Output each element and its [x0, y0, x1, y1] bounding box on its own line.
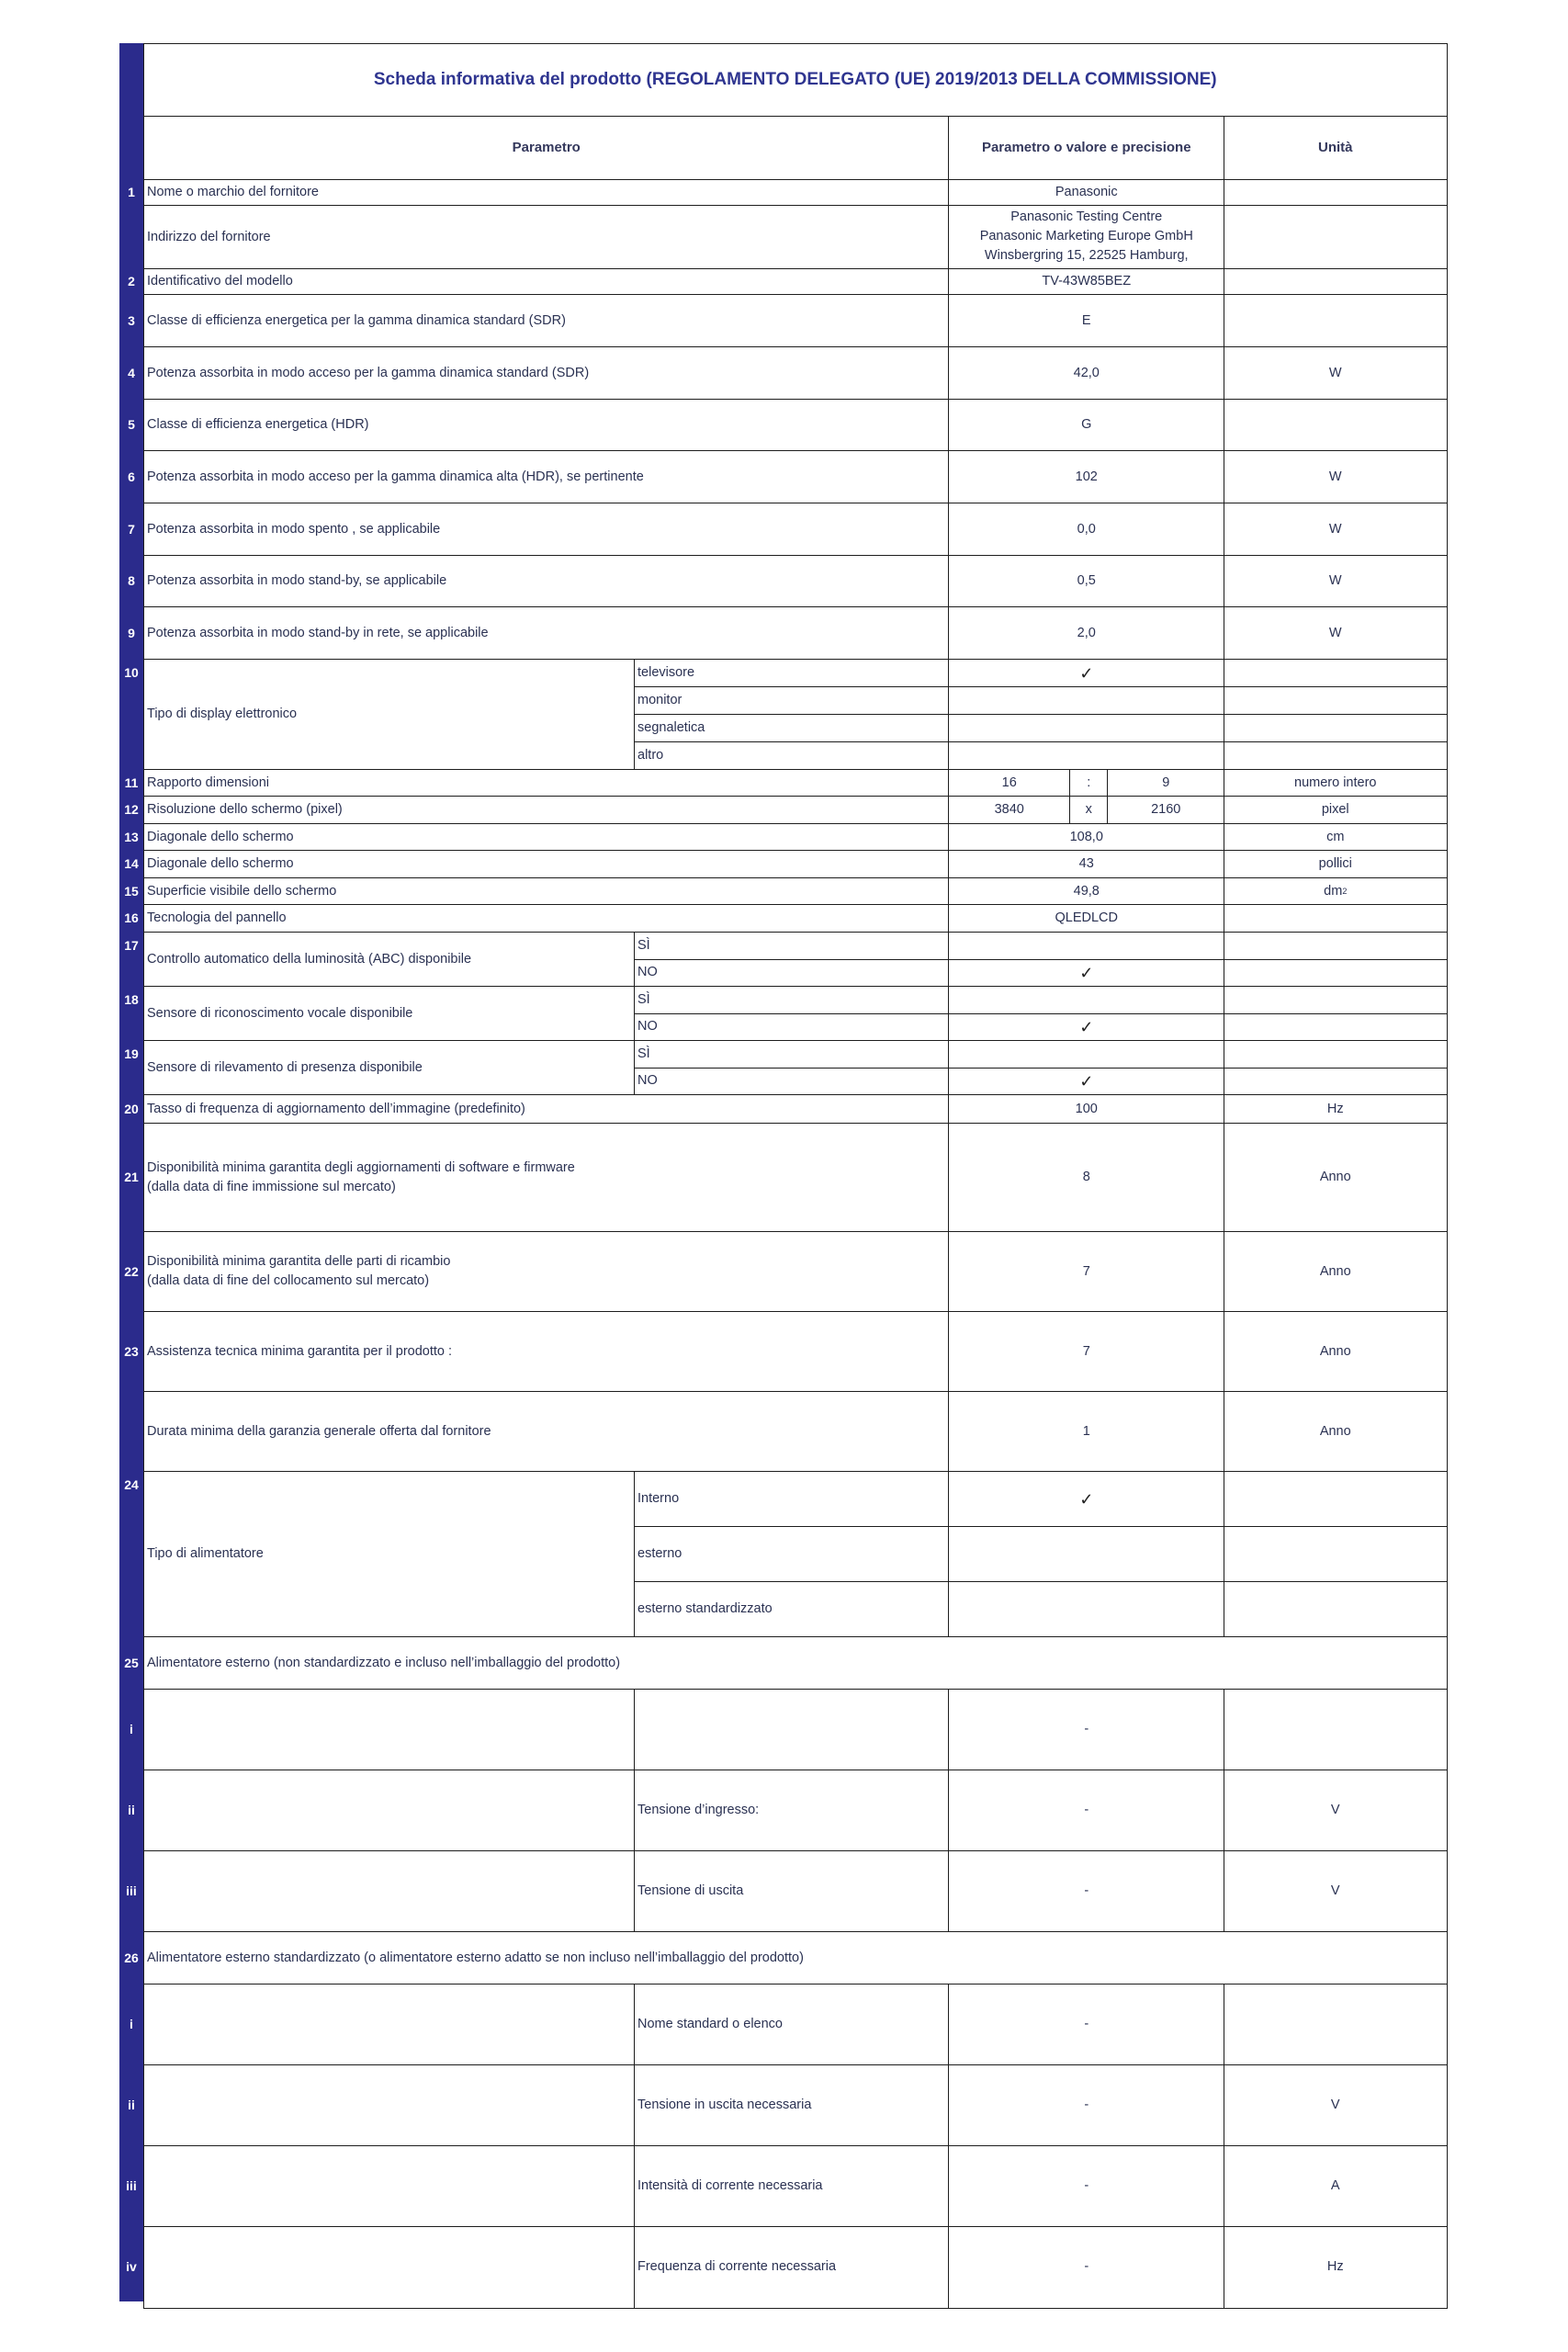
- value-separator-text: x: [1085, 802, 1092, 818]
- param-label-text: Sensore di riconoscimento vocale disponibile: [147, 1005, 413, 1021]
- option-label-text: televisore: [637, 665, 695, 681]
- option-yes-text: SÌ: [637, 1046, 650, 1061]
- param-label-text: Potenza assorbita in modo stand-by in rete, se applicabile: [147, 625, 489, 640]
- row-number: i: [130, 2017, 133, 2031]
- header-unita: [1224, 116, 1448, 181]
- param-label: [143, 450, 950, 504]
- option-value: [948, 1013, 1225, 1042]
- param-unit: [1224, 904, 1448, 933]
- param-label: [143, 1471, 636, 1638]
- row-number: 4: [128, 365, 135, 380]
- row-number: 15: [124, 883, 139, 899]
- param-label: [143, 555, 950, 608]
- param-value-text: QLEDLCD: [1055, 910, 1118, 926]
- value-separator-text: :: [1087, 775, 1091, 790]
- param-unit: [1224, 1526, 1448, 1583]
- param-value-text: 8: [1082, 1170, 1090, 1185]
- param-label: [143, 399, 950, 452]
- param-unit-text: pollici: [1318, 856, 1352, 872]
- param-label-text: Rapporto dimensioni: [147, 775, 269, 790]
- param-value-text: 7: [1082, 1343, 1090, 1359]
- option-no-text: NO: [637, 965, 658, 980]
- param-label: [143, 904, 950, 933]
- param-label-lines: [147, 1159, 575, 1197]
- param-label-text: Potenza assorbita in modo stand-by, se applicabile: [147, 573, 447, 589]
- checkmark-icon: ✓: [1079, 1071, 1094, 1091]
- row-number: 24: [124, 1477, 139, 1492]
- param-unit: [1224, 932, 1448, 960]
- param-unit: [1224, 1040, 1448, 1069]
- header-parametro: [143, 116, 950, 181]
- param-value-text: 42,0: [1073, 365, 1100, 380]
- param-value: [948, 904, 1225, 933]
- row-number: 2: [128, 274, 135, 288]
- sub-unit-text: Hz: [1326, 2259, 1344, 2275]
- row-number: 8: [128, 573, 135, 588]
- sub-unit: [1224, 2145, 1448, 2228]
- param-label: [143, 1040, 636, 1096]
- sub-value-text: -: [1084, 1722, 1089, 1737]
- param-unit: [1224, 1231, 1448, 1313]
- sub-unit: [1224, 1850, 1448, 1933]
- option-no: [634, 1013, 950, 1042]
- param-unit-text: W: [1328, 469, 1342, 484]
- value-b: [1107, 769, 1225, 797]
- row-number: 25: [124, 1655, 139, 1670]
- header-valore: [948, 116, 1225, 181]
- param-value: [948, 399, 1225, 452]
- option-yes: [634, 986, 950, 1014]
- sub-blank: [143, 2226, 636, 2309]
- param-value-text: 43: [1078, 856, 1094, 872]
- param-unit: [1224, 823, 1448, 852]
- header-valore-text: Parametro o valore e precisione: [981, 140, 1191, 156]
- option-label: [634, 686, 950, 716]
- param-unit: [1224, 555, 1448, 608]
- param-label-text: Classe di efficienza energetica per la gamma dinamica standard (SDR): [147, 312, 566, 328]
- param-label-text: Potenza assorbita in modo acceso per la gamma dinamica standard (SDR): [147, 365, 590, 380]
- option-value: [948, 986, 1225, 1014]
- sub-unit-text: A: [1330, 2178, 1340, 2194]
- param-unit: [1224, 769, 1448, 797]
- sheet-title-text: Scheda informativa del prodotto (REGOLAMENTO DELEGATO (UE) 2019/2013 DELLA COMMISSIONE): [373, 70, 1217, 90]
- row-number: iii: [126, 2178, 137, 2193]
- param-unit: [1224, 1123, 1448, 1233]
- param-value: [948, 555, 1225, 608]
- param-value: [948, 823, 1225, 852]
- param-label: [143, 796, 950, 825]
- option-no: [634, 1068, 950, 1096]
- sub-label: [634, 2226, 950, 2309]
- param-unit: [1224, 1471, 1448, 1528]
- param-value: [948, 179, 1225, 207]
- row-number: ii: [128, 2098, 135, 2112]
- param-label: [143, 1311, 950, 1393]
- param-label: [143, 268, 950, 296]
- header-parametro-text: Parametro: [512, 140, 581, 156]
- param-value: [948, 877, 1225, 906]
- row-number: 19: [124, 1046, 139, 1061]
- sub-value: [948, 1770, 1225, 1852]
- option-label: [634, 1581, 950, 1638]
- row-number: 17: [124, 938, 139, 953]
- param-label-text: Diagonale dello schermo: [147, 829, 294, 844]
- header-unita-text: Unità: [1318, 140, 1353, 156]
- sub-unit-text: V: [1330, 1883, 1340, 1899]
- param-label: [143, 659, 636, 771]
- param-label: [143, 877, 950, 906]
- sub-unit: [1224, 1689, 1448, 1771]
- row-number: 5: [128, 417, 135, 432]
- sub-value-text: -: [1084, 1803, 1089, 1818]
- param-value-lines: [980, 208, 1193, 270]
- option-value: [948, 1581, 1225, 1638]
- option-label-text: Interno: [637, 1491, 680, 1507]
- param-unit: [1224, 1094, 1448, 1125]
- option-no-text: NO: [637, 1073, 658, 1089]
- param-unit: [1224, 205, 1448, 270]
- param-label-text: Controllo automatico della luminosità (ABC) disponibile: [147, 951, 472, 967]
- param-unit-text: Anno: [1319, 1423, 1351, 1439]
- param-unit: [1224, 399, 1448, 452]
- param-label-lines: [147, 1252, 450, 1291]
- option-value: [948, 1068, 1225, 1096]
- param-unit: [1224, 268, 1448, 296]
- param-unit: [1224, 877, 1448, 906]
- param-unit-text: Anno: [1319, 1263, 1351, 1279]
- param-unit: [1224, 686, 1448, 716]
- checkmark-icon: ✓: [1079, 1017, 1094, 1036]
- row-number: 9: [128, 625, 135, 640]
- param-value-text: 0,0: [1077, 521, 1096, 537]
- sub-label: [634, 1770, 950, 1852]
- row-number: 13: [124, 829, 139, 844]
- param-label: [143, 294, 950, 348]
- param-value: [948, 268, 1225, 296]
- checkmark-icon: ✓: [1079, 1489, 1094, 1509]
- row-number: 11: [124, 775, 139, 790]
- sub-blank: [143, 2064, 636, 2147]
- sub-value-text: -: [1084, 2098, 1089, 2113]
- row-number: 10: [124, 665, 139, 680]
- param-value-text: G: [1081, 417, 1092, 433]
- sub-unit: [1224, 1770, 1448, 1852]
- value-b-text: 2160: [1151, 802, 1181, 818]
- option-label: [634, 741, 950, 771]
- sub-unit-text: V: [1330, 2098, 1340, 2113]
- param-value: [948, 294, 1225, 348]
- row-number: 21: [124, 1170, 139, 1184]
- param-unit: [1224, 986, 1448, 1014]
- param-label: [143, 1391, 950, 1473]
- param-value-text: 0,5: [1077, 573, 1096, 589]
- param-label-text: Tasso di frequenza di aggiornamento dell’immagine (predefinito): [147, 1101, 525, 1116]
- param-label-text: Potenza assorbita in modo spento , se applicabile: [147, 521, 441, 537]
- param-unit-text: cm: [1326, 829, 1345, 844]
- row-number: i: [130, 1722, 133, 1736]
- checkmark-icon: ✓: [1079, 963, 1094, 982]
- param-value-text: 100: [1075, 1101, 1098, 1116]
- param-label-text: Classe di efficienza energetica (HDR): [147, 417, 369, 433]
- sub-label: [634, 2064, 950, 2147]
- option-yes-text: SÌ: [637, 937, 650, 953]
- option-yes: [634, 932, 950, 960]
- param-value: [948, 1123, 1225, 1233]
- sub-blank: [143, 1984, 636, 2066]
- text-line: Disponibilità minima garantita delle parti di ricambio: [147, 1254, 451, 1270]
- sub-value: [948, 1850, 1225, 1933]
- text-line: Disponibilità minima garantita degli aggiornamenti di software e firmware: [147, 1159, 575, 1175]
- param-value-text: 108,0: [1069, 829, 1103, 844]
- param-label: [143, 1123, 950, 1233]
- param-label: [143, 850, 950, 879]
- sub-label: [634, 1850, 950, 1933]
- option-yes-text: SÌ: [637, 991, 650, 1007]
- section-label: [143, 1931, 1448, 1985]
- row-number: ii: [128, 1803, 135, 1817]
- param-unit: [1224, 959, 1448, 988]
- text-line: Panasonic Marketing Europe GmbH: [979, 229, 1193, 244]
- sub-blank: [143, 1770, 636, 1852]
- param-value: [948, 346, 1225, 401]
- value-b-text: 9: [1162, 775, 1170, 790]
- row-number: 7: [128, 521, 135, 537]
- param-unit-text: W: [1328, 625, 1342, 640]
- section-label: [143, 1636, 1448, 1690]
- param-label-text: Superficie visibile dello schermo: [147, 883, 337, 899]
- sub-value-text: -: [1084, 2017, 1089, 2032]
- param-unit-text: numero intero: [1294, 775, 1377, 790]
- value-b: [1107, 796, 1225, 825]
- param-label-text: Risoluzione dello schermo (pixel): [147, 802, 343, 818]
- param-unit: [1224, 606, 1448, 661]
- sub-value-text: -: [1084, 2178, 1089, 2194]
- param-value: [948, 503, 1225, 557]
- text-line: (dalla data di fine immissione sul mercato): [147, 1179, 396, 1194]
- param-label-text: Tipo di alimentatore: [147, 1546, 264, 1562]
- sub-value-text: -: [1084, 1883, 1089, 1899]
- param-value: [948, 1391, 1225, 1473]
- param-value-text: 1: [1082, 1423, 1090, 1439]
- param-unit: [1224, 179, 1448, 207]
- param-label-text: Assistenza tecnica minima garantita per il prodotto :: [147, 1343, 453, 1359]
- param-unit: [1224, 1013, 1448, 1042]
- sub-label-text: Tensione in uscita necessaria: [637, 2098, 812, 2113]
- value-a-text: 3840: [994, 802, 1024, 818]
- unit-superscript: 2: [1342, 886, 1348, 896]
- param-label-text: Tipo di display elettronico: [147, 707, 298, 722]
- option-value: [948, 1526, 1225, 1583]
- sub-value: [948, 2145, 1225, 2228]
- option-label-text: altro: [637, 748, 664, 763]
- param-unit-text: W: [1328, 521, 1342, 537]
- param-label-text: Indirizzo del fornitore: [147, 229, 271, 244]
- value-a: [948, 796, 1071, 825]
- value-a: [948, 769, 1071, 797]
- param-unit-text: Hz: [1326, 1101, 1344, 1116]
- param-label-text: Potenza assorbita in modo acceso per la gamma dinamica alta (HDR), se pertinente: [147, 469, 644, 484]
- sub-label-text: Tensione di uscita: [637, 1883, 744, 1899]
- row-number: 12: [124, 802, 139, 817]
- row-number: iv: [126, 2259, 137, 2274]
- param-unit: [1224, 1581, 1448, 1638]
- param-label: [143, 823, 950, 852]
- sub-blank: [143, 1850, 636, 1933]
- param-label: [143, 986, 636, 1042]
- param-unit: [1224, 1391, 1448, 1473]
- sub-label: [634, 2145, 950, 2228]
- option-label: [634, 714, 950, 743]
- param-label-text: Diagonale dello schermo: [147, 856, 294, 872]
- text-line: Panasonic Testing Centre: [1010, 209, 1163, 224]
- option-value: [948, 659, 1225, 688]
- param-unit: [1224, 294, 1448, 348]
- sub-unit: [1224, 2226, 1448, 2309]
- text-line: (dalla data di fine del collocamento sul mercato): [147, 1273, 430, 1289]
- option-label-text: esterno: [637, 1546, 682, 1562]
- param-unit-text: Anno: [1319, 1170, 1351, 1185]
- option-label: [634, 1471, 950, 1528]
- row-number: 1: [128, 185, 135, 199]
- option-no-text: NO: [637, 1019, 658, 1035]
- param-label-text: Tecnologia del pannello: [147, 910, 287, 926]
- param-unit: [1224, 659, 1448, 688]
- param-label-text: Durata minima della garanzia generale offerta dal fornitore: [147, 1423, 491, 1439]
- option-value: [948, 686, 1225, 716]
- param-value-text: 7: [1082, 1263, 1090, 1279]
- param-value-text: E: [1081, 312, 1091, 328]
- row-number: 22: [124, 1263, 139, 1279]
- param-unit: [1224, 346, 1448, 401]
- param-unit: [1224, 450, 1448, 504]
- row-number: 20: [124, 1101, 139, 1116]
- param-label-text: Identificativo del modello: [147, 274, 293, 289]
- param-value: [948, 1231, 1225, 1313]
- param-value: [948, 1094, 1225, 1125]
- param-unit-text: pixel: [1321, 802, 1349, 818]
- option-label: [634, 659, 950, 688]
- section-label-text: Alimentatore esterno (non standardizzato e incluso nell’imballaggio del prodotto): [147, 1655, 621, 1670]
- value-separator: [1069, 769, 1109, 797]
- row-number: 3: [128, 312, 135, 328]
- sheet-title: [143, 43, 1448, 118]
- option-value: [948, 1040, 1225, 1069]
- sub-label: [634, 1689, 950, 1771]
- option-no: [634, 959, 950, 988]
- sub-value: [948, 1984, 1225, 2066]
- param-unit-text: Anno: [1319, 1343, 1351, 1359]
- row-number: 26: [124, 1950, 139, 1965]
- option-value: [948, 741, 1225, 771]
- sub-label-text: Tensione d’ingresso:: [637, 1803, 760, 1818]
- option-value: [948, 932, 1225, 960]
- param-value-text: Panasonic: [1055, 185, 1118, 200]
- sub-value: [948, 1689, 1225, 1771]
- option-label: [634, 1526, 950, 1583]
- param-label: [143, 346, 950, 401]
- param-unit: [1224, 714, 1448, 743]
- sub-blank: [143, 1689, 636, 1771]
- param-label: [143, 606, 950, 661]
- param-label: [143, 769, 950, 797]
- sub-blank: [143, 2145, 636, 2228]
- param-unit: [1224, 741, 1448, 771]
- text-line: Winsbergring 15, 22525 Hamburg,: [984, 248, 1189, 264]
- option-label-text: segnaletica: [637, 720, 705, 736]
- param-value: [948, 1311, 1225, 1393]
- option-value: [948, 959, 1225, 988]
- sub-unit-text: V: [1330, 1803, 1340, 1818]
- sub-value-text: -: [1084, 2259, 1089, 2275]
- product-information-sheet: [119, 43, 1446, 2301]
- section-label-text: Alimentatore esterno standardizzato (o alimentatore esterno adatto se non incluso nell’imballaggio del prodotto): [147, 1950, 804, 1965]
- param-label: [143, 179, 950, 207]
- param-value-text: 2,0: [1077, 625, 1096, 640]
- row-number: 16: [124, 910, 139, 925]
- param-unit: [1224, 1068, 1448, 1096]
- param-label: [143, 1094, 950, 1125]
- param-unit-text: W: [1328, 573, 1342, 589]
- option-value: [948, 1471, 1225, 1528]
- param-unit: [1224, 503, 1448, 557]
- sub-label-text: Nome standard o elenco: [637, 2017, 783, 2032]
- param-label: [143, 1231, 950, 1313]
- checkmark-icon: ✓: [1079, 663, 1094, 683]
- sub-label: [634, 1984, 950, 2066]
- param-label-text: Nome o marchio del fornitore: [147, 185, 319, 200]
- param-value: [948, 205, 1225, 270]
- row-number: 6: [128, 469, 135, 484]
- param-value-text: 102: [1075, 469, 1098, 484]
- row-number: 18: [124, 992, 139, 1007]
- sub-value: [948, 2226, 1225, 2309]
- param-unit-text: dm: [1324, 883, 1343, 899]
- param-label: [143, 932, 636, 988]
- sub-unit: [1224, 2064, 1448, 2147]
- row-number: 14: [124, 856, 139, 871]
- param-unit: [1224, 796, 1448, 825]
- option-value: [948, 714, 1225, 743]
- option-label-text: monitor: [637, 693, 682, 708]
- param-unit: [1224, 1311, 1448, 1393]
- param-value-text: 49,8: [1073, 883, 1100, 899]
- row-number: iii: [126, 1883, 137, 1898]
- param-value: [948, 850, 1225, 879]
- param-value-text: TV-43W85BEZ: [1042, 274, 1132, 289]
- sub-unit: [1224, 1984, 1448, 2066]
- sub-label-text: Frequenza di corrente necessaria: [637, 2259, 837, 2275]
- param-unit: [1224, 850, 1448, 879]
- param-unit-text: W: [1328, 365, 1342, 380]
- sub-value: [948, 2064, 1225, 2147]
- value-separator: [1069, 796, 1109, 825]
- option-yes: [634, 1040, 950, 1069]
- value-a-text: 16: [1001, 775, 1017, 790]
- param-label: [143, 205, 950, 270]
- row-number: 23: [124, 1343, 139, 1359]
- sub-label-text: Intensità di corrente necessaria: [637, 2178, 823, 2194]
- param-label: [143, 503, 950, 557]
- param-value: [948, 606, 1225, 661]
- param-value: [948, 450, 1225, 504]
- option-label-text: esterno standardizzato: [637, 1601, 773, 1617]
- param-label-text: Sensore di rilevamento di presenza disponibile: [147, 1059, 423, 1075]
